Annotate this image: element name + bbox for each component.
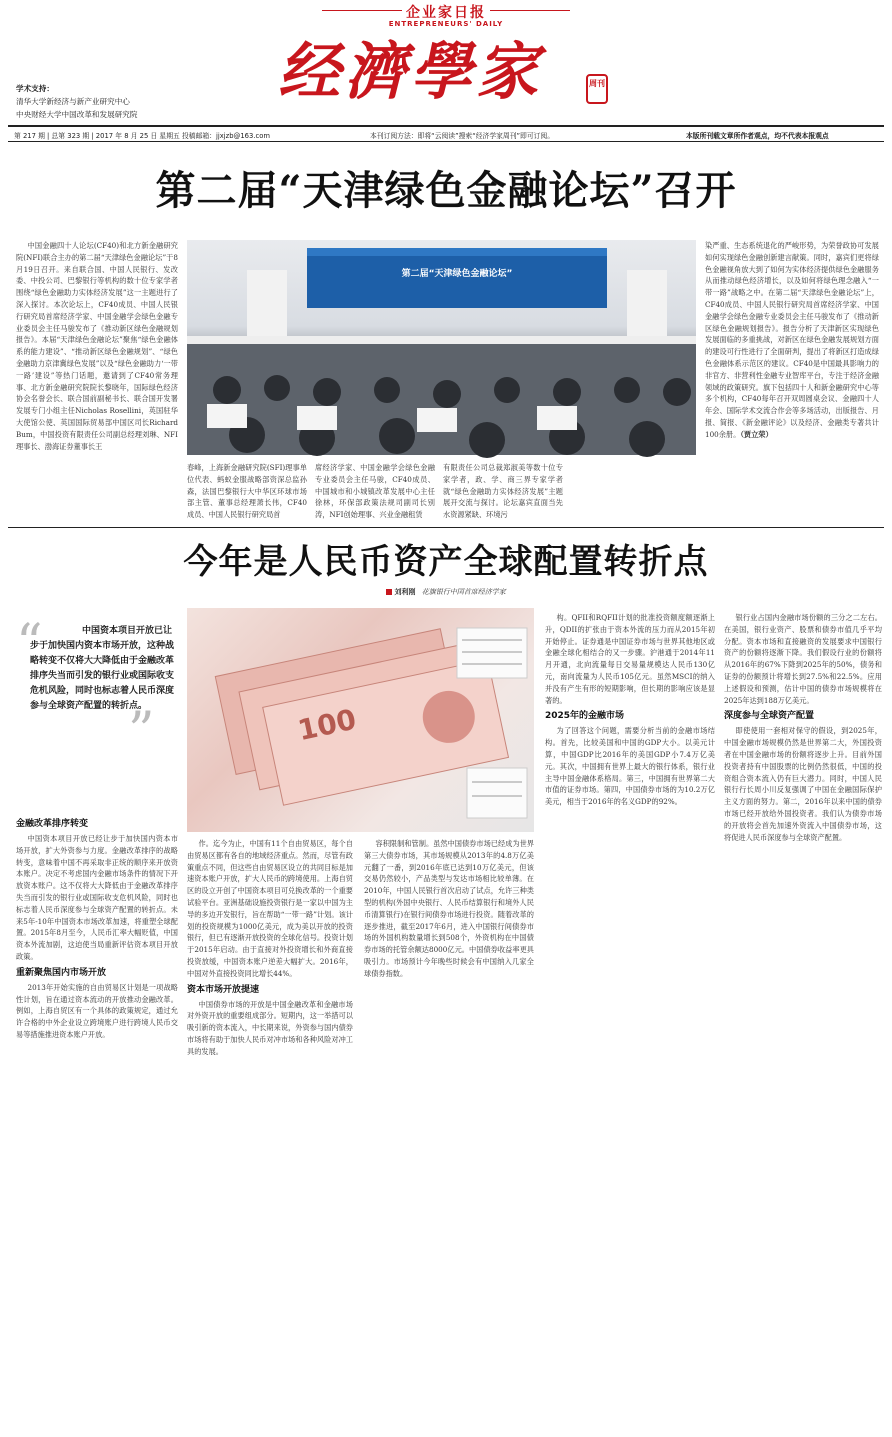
article1-col3: 席经济学家、中国金融学会绿色金融专业委员会主任马骏，CF40成员、中国城市和小城镇改革发展中心主任徐林，环保部政策法规司副司长别涛，NFI创始理事、兴业金融租赁 (315, 463, 435, 520)
subscribe-notice: 本刊订阅方法：即将“云阅读”搜索“经济学家周刊”即可订阅。 (370, 132, 555, 140)
quote-open-icon: “ (16, 614, 43, 674)
article2-col5-para1: 银行业占国内金融市场份额的三分之二左右。在美国，银行业资产、股票和债券市值几乎平均分配。资本市场和直接融资的发展要求中国银行资产的份额将逐渐下降。我们假设行业的份额将从2016年的67%下降到2025年的50%，债务和证券的份额预计将增长到27.5%和22.5%。应用上述假设和预测，估计中国的债券市场规模将在2025年达到188万亿美元。 (724, 613, 882, 705)
headline-rmb: 今年是人民币资产全球配置转折点 (183, 542, 709, 582)
article2-col2 (187, 838, 353, 1434)
paper-name: 企业家日报 (406, 5, 486, 21)
disclaimer: 本版所刊载文章所作者观点，均不代表本报观点 (686, 132, 829, 140)
article1-col2: 春峰，上海新金融研究院(SFI)理事单位代表、蚂蚁金服战略部资深总监孙森，法国巴黎银行大中华区环球市场部主管、董事总经理萧长伟，CF40成员、中国人民银行研究局首 (187, 463, 307, 520)
byline-author: 刘利刚 (394, 588, 416, 596)
academic-support (16, 82, 138, 121)
article2-col4-para2: 为了回答这个问题，需要分析当前的金融市场结构。首先，比较美国和中国的GDP大小。以美元计算，中国GDP比2016年的美国GDP小7.4万亿美元。其次，中国拥有世界上最大的银行体系，银行业主导中国金融体系格局。第三，中国拥有世界第二大市值的证券市场。第四，中国债券市场的为10.2万亿美元，相当于2016年的名义GDP的92%。 (545, 726, 715, 807)
conference-photo (187, 240, 696, 455)
article2-col3 (364, 838, 534, 1434)
seal-text: 周刊 (589, 79, 605, 88)
article1-author: （贾立荣） (740, 429, 773, 439)
article1-col4: 有限责任公司总裁郑淑美等数十位专家学者，政、学、商三界专家学者就“绿色金融助力实体经济发展”主题展开交流与探讨。论坛嘉宾直面当先水资源紧缺、环境污 (443, 463, 563, 520)
pull-quote (16, 614, 178, 762)
article2-col4-para1: 构。QFII和RQFII计划的批准投资额度额逐渐上升，QDII的扩张由于资本外流的压力而从2015年初开始停止。证券通是中国证券市场与世界其他地区或金融全球化相结合的又一步骤。沪港通于2014年11月开通，北向流量每日交易量规模达人民币130亿元，南向流量为人民币105亿元。虽然MSCI的纳入并没有产生有形的短期影响，但长期的影响应该是显著的。 (545, 613, 715, 705)
article2-col1-para1: 中国资本项目开放已经让步于加快国内资本市场开放，扩大外资参与力度。金融改革排序的战略转变，意味着中国不再采取非正统的顺序来开放资本账户。决定不考虑国内金融市场条件的情况下开放资本账户。这不仅将大大降低由于金融改革排序失当而引发的银行业或国际收支危机风险，同时也标志着人民币深度参与全球资产配置的转折点。未来5年-10年中国资本市场改革加速，将重塑全球配置。2015年8月至今，人民币汇率大幅贬值，中国资本外流加剧，这迫使当局重新评估资本项目开放政策。 (16, 834, 178, 961)
subhead-reform-order: 金融改革排序转变 (16, 819, 89, 829)
svg-text:100: 100 (294, 702, 360, 748)
issue-info: 第 217 期 | 总第 323 期 | 2017 年 8 月 25 日 星期五 投稿邮箱：jjxjzb@163.com (14, 132, 270, 140)
section-title: 经濟學家 (278, 35, 543, 108)
article2-col2-para2: 中国债券市场的开放是中国金融改革和金融市场对外资开放的重要组成部分。短期内，这一举措可以吸引新的资本流入，中长期来说，外资参与国内债券市场将有助于加快人民币对冲市场和各种风险对冲工具的发展。 (187, 999, 353, 1056)
article1-col1: 中国金融四十人论坛(CF40)和北方新金融研究院(NFI)联合主办的第二届“天津绿色金融论坛”于8月19日召开。来自联合国、中国人民银行、发改委、中投公司、巴黎银行等机构的数十位专家学者围绕“绿色金融助力实体经济发展”这一主题进行了深入探讨。本次论坛上，CF40成员、中国人民银行研究局首席经济学家、中国金融学会绿色金融专业委员会主任马骏发布了《推动新区绿色金融规划报告》。本届“天津绿色金融论坛”聚焦“绿色金融体系的能力建设”、“推动新区绿色金融规划”、“绿色金融助力京津冀绿色发展”以及“绿色金融助力‘一带一路’建设”等热门话题，邀请到了CF40常务理事、北方新金融研究院院长黎晓年，国际绿色经济协会名誉会长、联合国前副秘书长、联合国开发署发展专门小组主任Nicholas Rosellini，英国驻华大使馆公使、英国国际贸易部中国区司长Richard Bum，中国投资有限责任公司副总经理刘琳、NFI理事长、渤海证券董事长王 (16, 241, 178, 451)
subhead-domestic-market: 重新聚焦国内市场开放 (16, 967, 107, 978)
article2-col2-para1: 作。迄今为止，中国有11个自由贸易区，每个自由贸易区都有各自的地域经济重点。然而，尽管有政策重点不同，但这些自由贸易区设立的共同目标是加速资本账户开放，扩大人民币的跨境使用。上海自贸区的设立开创了中国资本项目可兑换改革的一个重要试验平台。亚洲基础设施投资银行是一家以中国为主导的多边开发银行，旨在帮助“一带一路”计划。该计划的投资规模为1000亿美元，成为美以开放的投资银行，但已有逐渐开放投资的全球化信号。投资计划于2015年启动。由于直接对外投资增长和外商直接投资放缓，中国资本账户逆差大幅扩大。2016年，中国对外直接投资同比增长44%。 (187, 839, 353, 978)
subhead-2025-market: 2025年的金融市场 (545, 711, 625, 722)
article2-col3-para1: 容积限制和管制。虽然中国债券市场已经成为世界第三大债券市场，其市场规模从2013年的4.8万亿美元翻了一番，到2016年底已达到10万亿美元，但该交易仍然较小，产品类型与发达市场相比较单薄。在2010年，中国人民银行首次启动了试点，允许三种类型的机构(外国中央银行、人民币结算银行和境外人民币清算银行)在银行间债券市场进行投资。随着改革的逐步推进，截至2017年6月，进入中国银行间债券市场的外国机构数量增长到508个，外资机构在中国债券市场的托管余额达8000亿元。中国债券收益率更具吸引力。市场预计今年晚些时候会有中国纳入几家全球债券指数。 (364, 839, 534, 978)
banknotes-photo (187, 608, 534, 832)
banknotes-scene (187, 608, 534, 832)
article2-col4 (545, 612, 715, 1434)
byline (0, 587, 892, 597)
article2-col5 (724, 612, 882, 1434)
article2-col1-para2: 2013年开始实施的自由贸易区计划是一项战略性计划，旨在通过资本流动的开放推动金融改革。例如，上海自贸区有一个具体的政策规定，通过允许合格的中外企业设立跨境账户进行跨境人民币交易等措施推进资本账户开放。 (16, 982, 178, 1039)
article1-col5 (705, 240, 879, 522)
photo-banner-text: 第二届“天津绿色金融论坛” (401, 269, 513, 279)
article2-col1 (16, 814, 178, 1434)
paper-name-en: ENTREPRENEURS' DAILY (388, 20, 504, 28)
support-institution-2: 中央财经大学中国改革和发展研究院 (16, 110, 138, 119)
article2-col5-para2: 即使使用一套相对保守的假设，到2025年，中国金融市场规模仍然是世界第二大，外国投资者在中国金融市场的份额将逐步上升。目前外国投资者持有中国股票的比例仍然很低，中国的投资组合资本流入仍有巨大潜力。同时，中国人民银行行长周小川反复强调了中国在金融国际保护主义方面的努力。第二，2016年以来中国的债券市场已经开放给外国投资者。我们认为债券市场的开放将会首先加速外资流入中国债券市场，这将促进人民币深度参与全球资产配置。 (724, 726, 882, 842)
support-institution-1: 清华大学新经济与新产业研究中心 (16, 97, 130, 106)
support-label: 学术支持： (16, 84, 54, 93)
masthead (0, 0, 892, 140)
article1-col5-text: 染严重、生态系统退化的严峻形势，为荣誉政协可发展如何实现绿色金融创新建言献策。同时，嘉宾们更将绿色金融视角放大到了如何为实体经济提供绿色金融服务从而推动绿色经济增长，以及如何将绿色理念融入“一带一路”战略之中。在第二届“天津绿色金融论坛”上，CF40成员、中国人民银行研究局首席经济学家、中国金融学会绿色金融专业委员会主任马骏发布了《推动新区绿色金融规划报告》。报告分析了天津新区实现绿色发展面临的多重挑战，对新区在绿色金融发展规划方面的建设可行性进行了全面研判，提出了将新区打造成绿色金融体系示范区的建议。CF40是中国最具影响力的非官方、非营利性金融专业智库平台，专注于经济金融领域的政策研究。旗下包括四十人和新金融研究中心等多个机构，CF40每年召开双周圆桌会议、金融四十人年会、国际学术交流合作会等多场活动，出版报告、月报、简报、《新金融评论》以及经济、金融类专著共计100余册。 (705, 241, 879, 439)
headline-forum: 第二届“天津绿色金融论坛”召开 (155, 167, 737, 214)
quote-text: 中国资本项目开放已让步于加快国内资本市场开放，这种战略转变不仅将大大降低由于金融改革排序失当而引发的银行业或国际收支危机风险，同时也标志着人民币深度参与全球资产配置的转折点。 (30, 626, 175, 711)
byline-title: 花旗银行中国首席经济学家 (421, 588, 506, 596)
weekly-seal (586, 74, 608, 104)
subhead-global-allocation: 深度参与全球资产配置 (724, 711, 815, 722)
subhead-capital-market: 资本市场开放提速 (187, 984, 260, 995)
quote-close-icon: ” (128, 702, 155, 762)
